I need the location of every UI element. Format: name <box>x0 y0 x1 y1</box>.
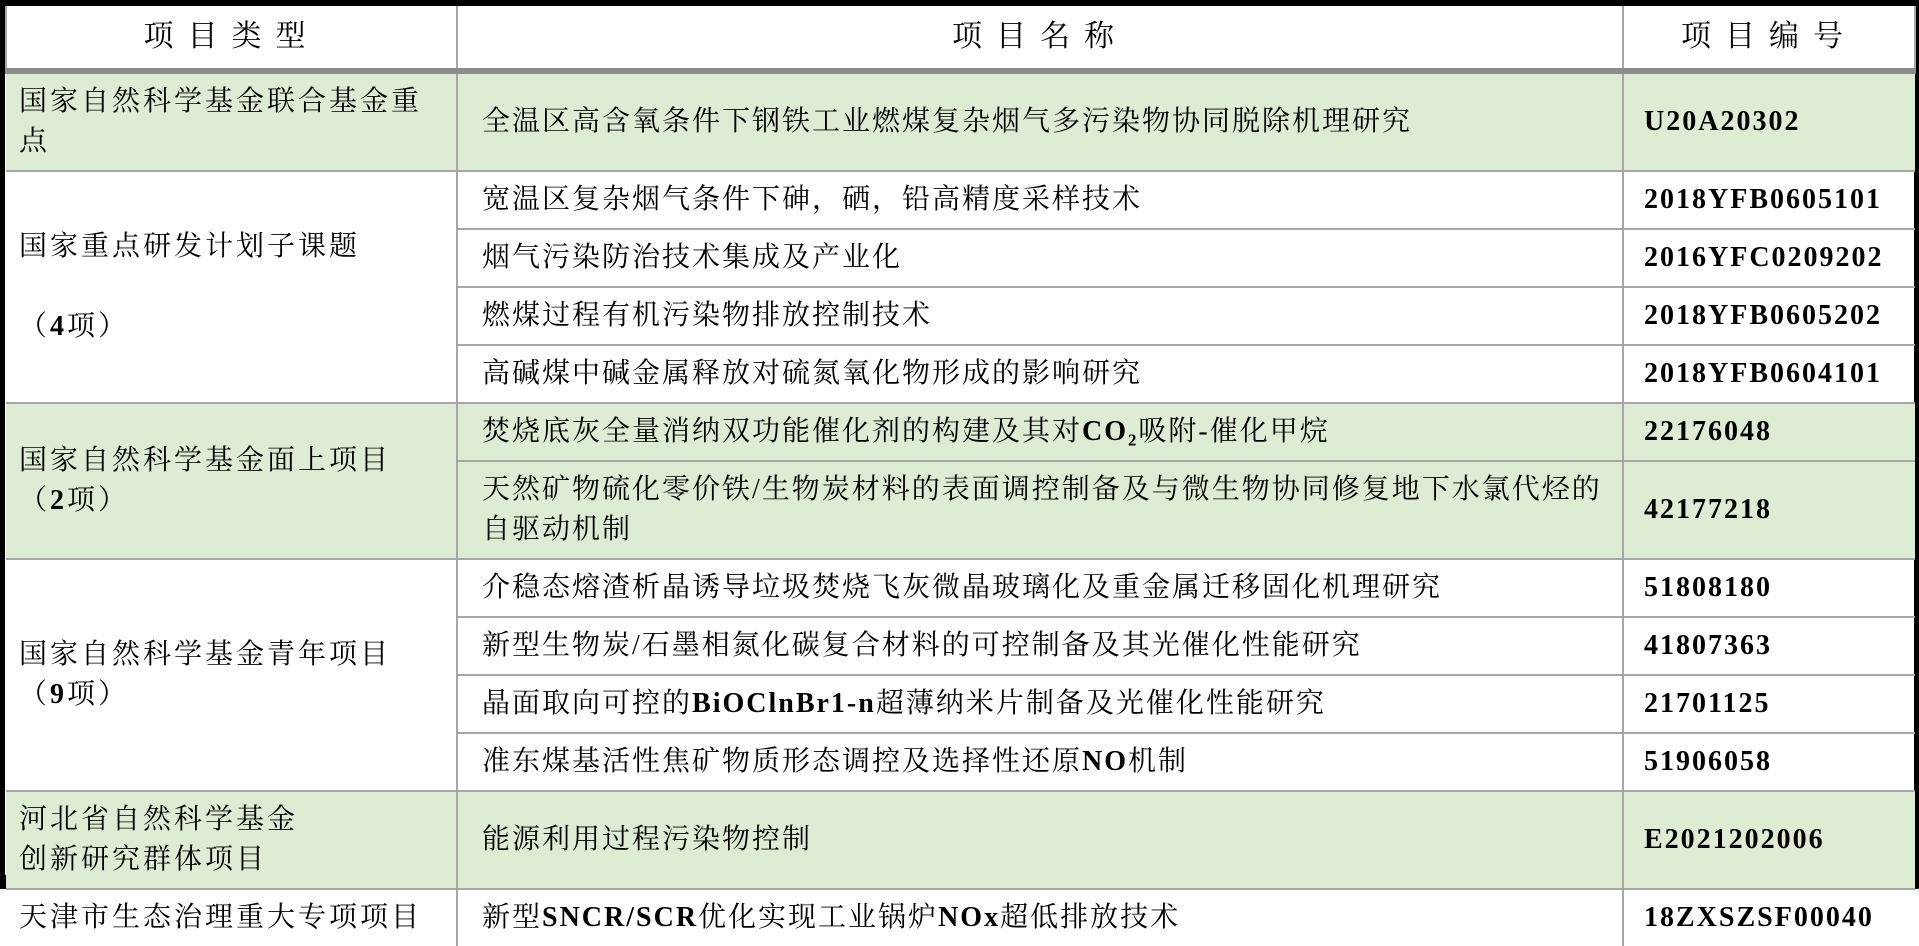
project-type-line: 国家自然科学基金联合基金重点 <box>19 86 423 157</box>
project-name-cell: 新型SNCR/SCR优化实现工业锅炉NOx超低排放技术 <box>457 889 1623 946</box>
project-code-cell: 41807363 <box>1623 617 1915 675</box>
project-type-line: （9项） <box>19 679 130 710</box>
project-type-cell <box>6 791 457 889</box>
project-name-cell: 高碱煤中碱金属释放对硫氮氧化物形成的影响研究 <box>457 345 1623 403</box>
project-type-cell <box>6 559 457 791</box>
project-type-line: 天津市生态治理重大专项项目 <box>19 902 423 933</box>
project-code-cell: 51906058 <box>1623 733 1915 791</box>
table-row <box>6 403 1915 461</box>
project-code-cell: 2018YFB0604101 <box>1623 345 1915 403</box>
project-name-cell: 新型生物炭/石墨相氮化碳复合材料的可控制备及其光催化性能研究 <box>457 617 1623 675</box>
project-type-line: 国家自然科学基金青年项目 <box>19 639 392 670</box>
project-code-cell: 2018YFB0605202 <box>1623 287 1915 345</box>
project-type-cell <box>6 403 457 559</box>
project-type-cell <box>6 889 457 946</box>
project-code-cell: 42177218 <box>1623 461 1915 559</box>
table-inner <box>5 6 1914 933</box>
project-type-line: （2项） <box>19 485 130 516</box>
project-type-line: 河北省自然科学基金 <box>19 804 299 835</box>
project-name-cell: 天然矿物硫化零价铁/生物炭材料的表面调控制备及与微生物协同修复地下水氯代烃的自驱动机制 <box>457 461 1623 559</box>
project-code-cell: E2021202006 <box>1623 791 1915 889</box>
project-type-line: 国家重点研发计划子课题 <box>19 231 361 262</box>
table-row <box>6 71 1915 171</box>
project-name-cell: 全温区高含氧条件下钢铁工业燃煤复杂烟气多污染物协同脱除机理研究 <box>457 71 1623 171</box>
project-code-cell: U20A20302 <box>1623 71 1915 171</box>
project-code-cell: 51808180 <box>1623 559 1915 617</box>
project-type-line <box>19 267 446 307</box>
project-name-cell: 能源利用过程污染物控制 <box>457 791 1623 889</box>
header-row <box>6 6 1915 71</box>
project-code-cell: 2016YFC0209202 <box>1623 229 1915 287</box>
header-project-type: 项目类型 <box>6 6 457 71</box>
table-row <box>6 559 1915 617</box>
projects-table <box>5 6 1916 946</box>
project-type-line: 创新研究群体项目 <box>19 844 268 875</box>
project-name-cell: 燃煤过程有机污染物排放控制技术 <box>457 287 1623 345</box>
project-code-cell: 18ZXSZSF00040 <box>1623 889 1915 946</box>
project-name-cell: 焚烧底灰全量消纳双功能催化剂的构建及其对CO₂吸附-催化甲烷 <box>457 403 1623 461</box>
project-type-line: （4项） <box>19 311 130 342</box>
project-name-cell: 烟气污染防治技术集成及产业化 <box>457 229 1623 287</box>
table-row <box>6 791 1915 889</box>
project-type-cell <box>6 171 457 403</box>
project-code-cell: 2018YFB0605101 <box>1623 171 1915 229</box>
header-project-code: 项目编号 <box>1623 6 1915 71</box>
table-row <box>6 171 1915 229</box>
project-code-cell: 22176048 <box>1623 403 1915 461</box>
project-name-cell: 宽温区复杂烟气条件下砷，硒，铅高精度采样技术 <box>457 171 1623 229</box>
project-code-cell: 21701125 <box>1623 675 1915 733</box>
project-name-cell: 晶面取向可控的BiOClnBr1-n超薄纳米片制备及光催化性能研究 <box>457 675 1623 733</box>
project-type-line: 国家自然科学基金面上项目 <box>19 445 392 476</box>
header-project-name: 项目名称 <box>457 6 1623 71</box>
project-name-cell: 准东煤基活性焦矿物质形态调控及选择性还原NO机制 <box>457 733 1623 791</box>
table-row <box>6 889 1915 946</box>
project-type-cell <box>6 71 457 171</box>
project-name-cell: 介稳态熔渣析晶诱导垃圾焚烧飞灰微晶玻璃化及重金属迁移固化机理研究 <box>457 559 1623 617</box>
